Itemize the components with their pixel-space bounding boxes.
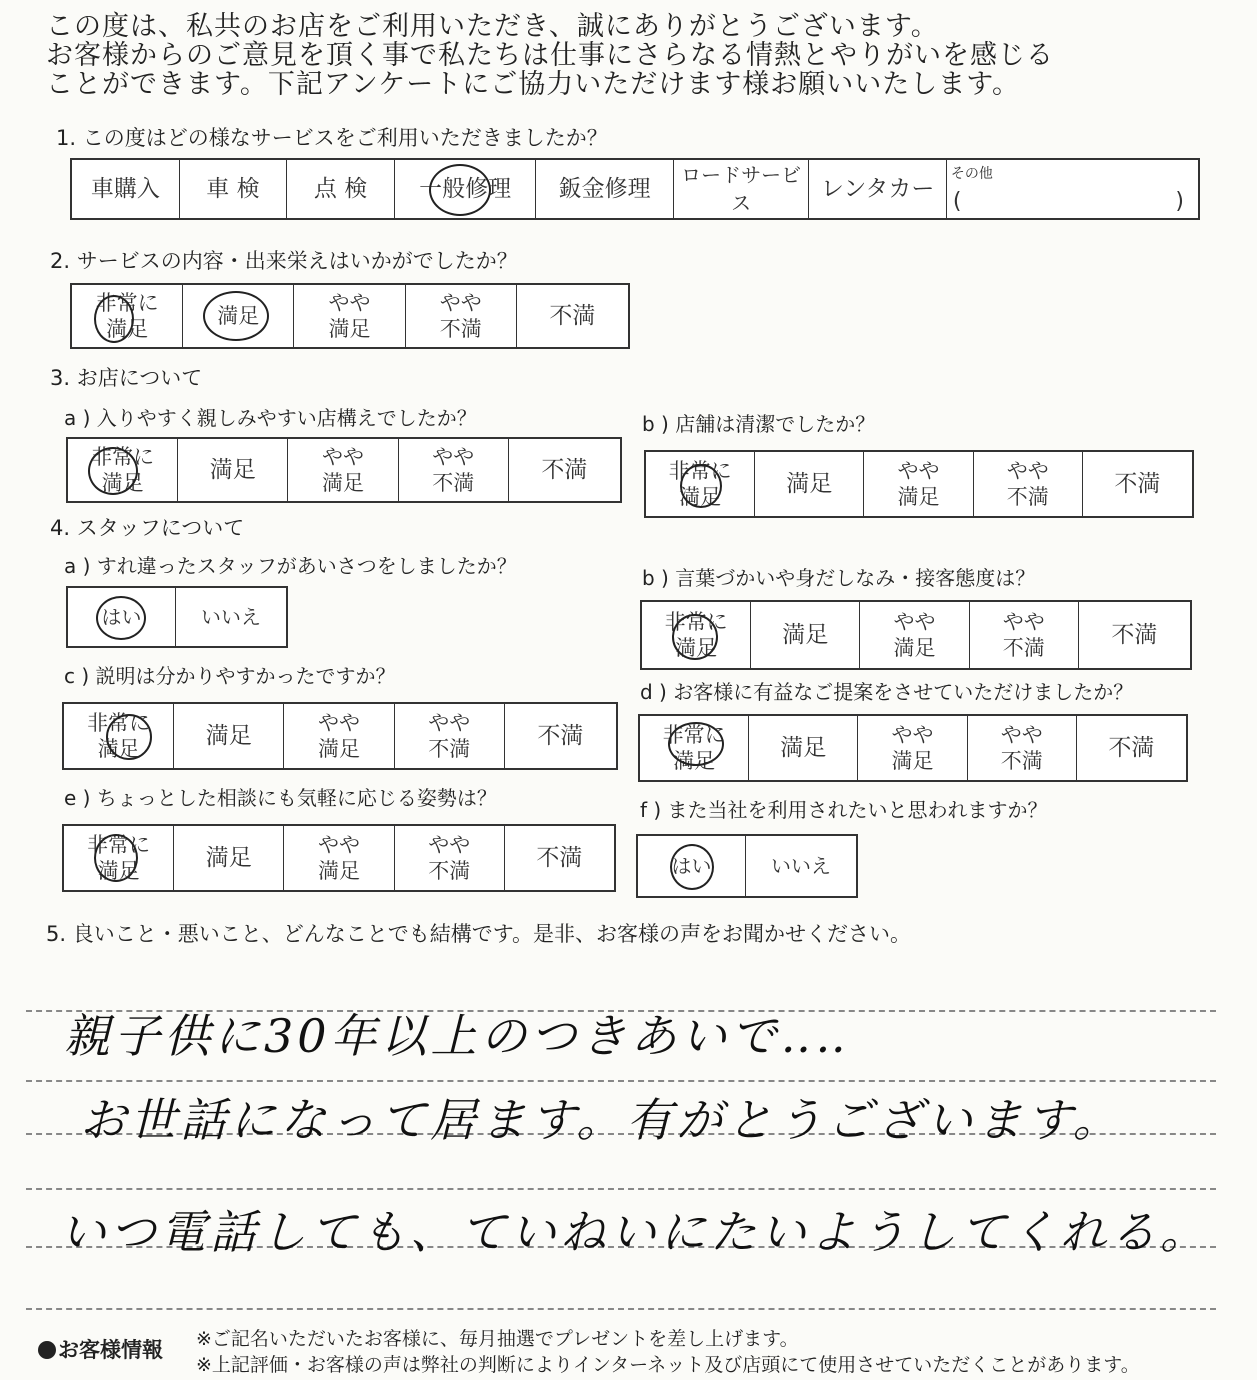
- question-4a-label: a ) すれ違ったスタッフがあいさつをしましたか？: [64, 554, 517, 578]
- option-label: 不満: [541, 457, 588, 483]
- q1-option-other[interactable]: [947, 160, 1198, 218]
- option-label: 非常に 満足: [87, 711, 151, 761]
- option-label: 満足: [205, 845, 252, 871]
- option-label: やや 満足: [897, 459, 940, 509]
- option-label: 非常に 満足: [662, 723, 726, 773]
- intro-line: ことができます。下記アンケートにご協力いただけます様お願いいたします。: [46, 69, 1021, 100]
- q4c-rating-table: [62, 702, 618, 770]
- q4b-option[interactable]: [751, 602, 860, 668]
- paren-close: ): [1175, 189, 1184, 214]
- q4c-option-selected[interactable]: [64, 704, 174, 768]
- q4f-yes-selected[interactable]: [638, 836, 746, 896]
- option-label: 満足: [782, 622, 829, 648]
- q4d-option[interactable]: [1077, 716, 1186, 780]
- q4f-no[interactable]: [746, 836, 856, 896]
- option-label: やや 不満: [428, 711, 471, 761]
- q3a-option[interactable]: [399, 439, 509, 501]
- option-label: いいえ: [201, 605, 262, 629]
- option-label: 非常に 満足: [91, 445, 155, 495]
- customer-info-notes: [196, 1326, 1140, 1378]
- option-label: やや 満足: [322, 445, 364, 495]
- handwritten-comment-line: 親子供に30年以上のつきあいで‥‥: [64, 1009, 850, 1063]
- option-label: 非常に 満足: [668, 459, 732, 509]
- option-label: いいえ: [771, 854, 832, 878]
- option-label: 満足: [217, 304, 260, 328]
- question-2-label: 2. サービスの内容・出来栄えはいかがでしたか？: [50, 249, 518, 273]
- option-label: 満足: [780, 735, 827, 761]
- question-3-label: 3. お店について: [50, 366, 203, 390]
- q4e-option[interactable]: [174, 826, 284, 890]
- q2-option[interactable]: [406, 285, 517, 347]
- q4c-option[interactable]: [505, 704, 616, 768]
- option-label: 満足: [786, 471, 833, 497]
- question-4b-label: b ) 言葉づかいや身だしなみ・接客態度は？: [642, 566, 1036, 590]
- option-label: やや 満足: [318, 711, 360, 761]
- option-label: 不満: [1114, 471, 1161, 497]
- q3a-option[interactable]: [288, 439, 398, 501]
- question-4d-label: d ) お客様に有益なご提案をさせていただけましたか？: [640, 680, 1134, 704]
- q1-option[interactable]: 鈑金修理: [536, 160, 674, 218]
- q1-option[interactable]: 点 検: [287, 160, 395, 218]
- writing-line: [26, 1080, 1216, 1082]
- option-label: 満足: [205, 723, 252, 749]
- q3b-option[interactable]: [1083, 452, 1192, 516]
- q4e-option[interactable]: [284, 826, 394, 890]
- q3b-option-selected[interactable]: [646, 452, 755, 516]
- q4d-option[interactable]: [749, 716, 858, 780]
- q4e-option[interactable]: [505, 826, 614, 890]
- q4d-rating-table: [638, 714, 1188, 782]
- q4e-option[interactable]: [395, 826, 505, 890]
- q4e-option-selected[interactable]: [64, 826, 174, 890]
- option-label: 不満: [1111, 622, 1158, 648]
- option-label: やや 満足: [318, 833, 360, 883]
- q4b-option-selected[interactable]: [642, 602, 751, 668]
- question-5-label: 5. 良いこと・悪いこと、どんなことでも結構です。是非、お客様の声をお聞かせください。: [46, 922, 912, 946]
- option-label: はい: [671, 854, 712, 878]
- q3a-option[interactable]: [178, 439, 288, 501]
- q1-option[interactable]: 車購入: [72, 160, 180, 218]
- bullet-icon: [38, 1341, 56, 1359]
- option-label: 不満: [536, 845, 583, 871]
- option-label: 非常に 満足: [664, 610, 728, 660]
- q3b-rating-table: [644, 450, 1194, 518]
- customer-info-title: [38, 1334, 163, 1364]
- q4d-option[interactable]: [858, 716, 967, 780]
- q1-option-label: 一般修理: [419, 176, 512, 202]
- q2-option[interactable]: [517, 285, 628, 347]
- question-3b-label: b ) 店舗は清潔でしたか？: [642, 412, 876, 436]
- q4e-rating-table: [62, 824, 616, 892]
- q3b-option[interactable]: [755, 452, 864, 516]
- question-4e-label: e ) ちょっとした相談にも気軽に応じる姿勢は？: [64, 786, 497, 810]
- q4f-yesno-table: [636, 834, 858, 898]
- q1-option[interactable]: 車 検: [180, 160, 288, 218]
- q3a-option-selected[interactable]: [68, 439, 178, 501]
- option-label: 非常に 満足: [95, 291, 159, 341]
- q1-option[interactable]: レンタカー: [809, 160, 947, 218]
- option-label: やや 不満: [439, 291, 482, 341]
- q4a-no[interactable]: [176, 588, 286, 646]
- other-label: その他: [950, 166, 993, 182]
- option-label: やや 不満: [432, 445, 475, 495]
- option-label: 満足: [209, 457, 256, 483]
- q2-option-selected[interactable]: [183, 285, 294, 347]
- q3b-option[interactable]: [974, 452, 1083, 516]
- question-4-label: 4. スタッフについて: [50, 516, 245, 540]
- q1-option[interactable]: ロードサービス: [674, 160, 810, 218]
- paren-open: (: [952, 189, 962, 214]
- q4d-option[interactable]: [968, 716, 1077, 780]
- option-label: やや 不満: [1000, 723, 1043, 773]
- other-input[interactable]: [953, 188, 1184, 216]
- option-label: 不満: [549, 303, 596, 329]
- q4b-option[interactable]: [970, 602, 1079, 668]
- note-line: ※上記評価・お客様の声は弊社の判断によりインターネット及び店頭にて使用させていただくことがあります。: [196, 1354, 1140, 1376]
- q4d-option-selected[interactable]: [640, 716, 749, 780]
- q4b-rating-table: [640, 600, 1192, 670]
- option-label: やや 満足: [891, 723, 934, 773]
- intro-text: [46, 12, 1054, 99]
- option-label: はい: [101, 605, 142, 629]
- q4b-option[interactable]: [1079, 602, 1190, 668]
- handwritten-comment-line: いつ電話しても、ていねいにたいようしてくれる。: [60, 1205, 1210, 1259]
- option-label: やや 不満: [1006, 459, 1049, 509]
- option-label: 不満: [537, 723, 584, 749]
- intro-line: この度は、私共のお店をご利用いただき、誠にありがとうございます。: [46, 11, 939, 42]
- q2-option[interactable]: [294, 285, 405, 347]
- question-4c-label: c ) 説明は分かりやすかったですか？: [64, 664, 396, 688]
- writing-line: [26, 1188, 1216, 1190]
- option-label: 非常に 満足: [87, 833, 151, 883]
- q4b-option[interactable]: [860, 602, 969, 668]
- option-label: やや 不満: [1002, 610, 1045, 660]
- handwritten-comment-line: お世話になって居ます。有がとうございます。: [80, 1093, 1123, 1147]
- note-line: ※ご記名いただいたお客様に、毎月抽選でプレゼントを差し上げます。: [196, 1328, 799, 1350]
- customer-info-title-text: お客様情報: [58, 1338, 163, 1362]
- q3a-rating-table: [66, 437, 622, 503]
- q2-option-selected[interactable]: [72, 285, 183, 347]
- q1-option-selected[interactable]: [395, 160, 537, 218]
- q3b-option[interactable]: [864, 452, 973, 516]
- question-3a-label: a ) 入りやすく親しみやすい店構えでしたか？: [64, 406, 477, 430]
- writing-line: [26, 1308, 1216, 1310]
- question-4f-label: f ) また当社を利用されたいと思われますか？: [640, 798, 1048, 822]
- q3a-option[interactable]: [509, 439, 620, 501]
- q4a-yesno-table: [66, 586, 288, 648]
- option-label: やや 満足: [893, 610, 936, 660]
- q4c-option[interactable]: [174, 704, 284, 768]
- q1-options-table: [70, 158, 1200, 220]
- q2-rating-table: [70, 283, 630, 349]
- option-label: 不満: [1108, 735, 1155, 761]
- question-1-label: 1. この度はどの様なサービスをご利用いただきましたか？: [56, 126, 608, 150]
- q4a-yes-selected[interactable]: [68, 588, 176, 646]
- option-label: やや 満足: [328, 291, 371, 341]
- option-label: やや 不満: [428, 833, 471, 883]
- q4c-option[interactable]: [395, 704, 505, 768]
- intro-line: お客様からのご意見を頂く事で私たちは仕事にさらなる情熱とやりがいを感じる: [46, 40, 1054, 71]
- q4c-option[interactable]: [284, 704, 394, 768]
